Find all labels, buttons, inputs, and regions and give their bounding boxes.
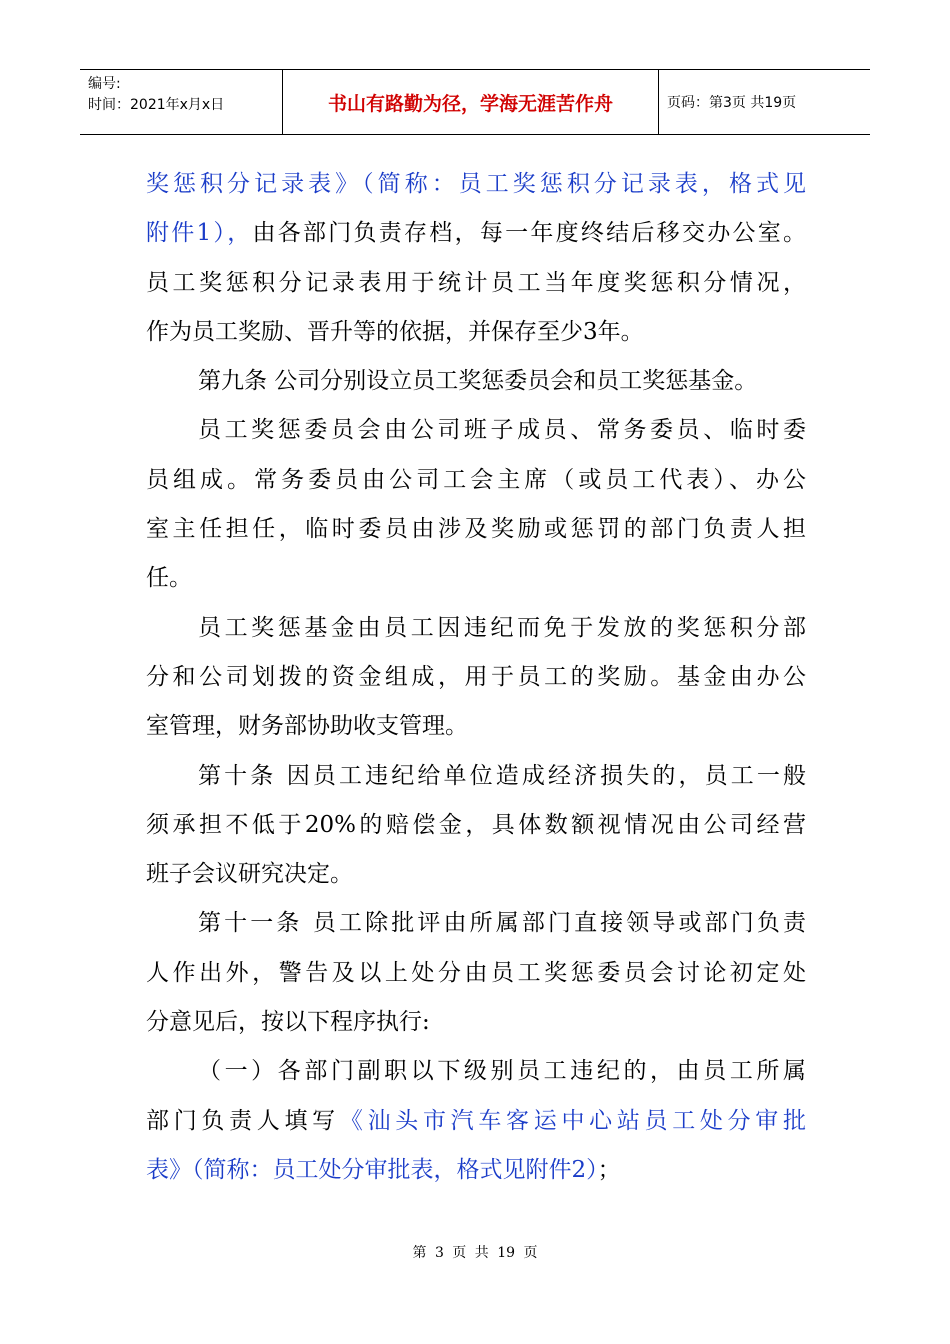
text-line: 作为员工奖励、晋升等的依据，并保存至少3年。 (146, 318, 644, 345)
article-10-line: 第十条 因员工违纪给单位造成经济损失的，员工一般 (198, 762, 806, 789)
text-line (146, 1146, 806, 1195)
link-text: 《汕头市汽车客运中心站员工处分审批 (339, 1107, 807, 1134)
text-line: （一）各部门副职以下级别员工违纪的，由员工所属 (198, 1058, 806, 1085)
text-line: 员组成。常务委员由公司工会主席（或员工代表）、办公 (146, 466, 806, 493)
text-line: 任。 (146, 565, 192, 592)
text-line: 员工奖惩积分记录表用于统计员工当年度奖惩积分情况， (146, 269, 806, 296)
text-line: 员工奖惩委员会由公司班子成员、常务委员、临时委 (198, 417, 806, 444)
text-line (146, 160, 806, 209)
number-label: 编号: (88, 76, 121, 92)
text-line (146, 209, 806, 258)
text-segment: ； (597, 1156, 621, 1183)
time-label: 时间：2021年x月x日 (88, 97, 225, 113)
text-line: 员工奖惩基金由员工因违纪而免于发放的奖惩积分部 (198, 614, 806, 641)
text-line: 须承担不低于20%的赔偿金，具体数额视情况由公司经营 (146, 811, 806, 838)
text-line: 分意见后，按以下程序执行: (146, 1009, 430, 1036)
text-line: 班子会议研究决定。 (146, 861, 353, 888)
text-line: 分和公司划拨的资金组成，用于员工的奖励。基金由办公 (146, 663, 806, 690)
link-text: 表》（简称：员工处分审批表，格式见附件2） (146, 1156, 598, 1183)
document-body (146, 160, 806, 1195)
text-segment: 部门负责人填写 (146, 1107, 340, 1134)
text-line: 室主任担任，临时委员由涉及奖励或惩罚的部门负责人担 (146, 516, 806, 543)
text-line: 室管理，财务部协助收支管理。 (146, 713, 468, 740)
link-text: 奖惩积分记录表》（简称：员工奖惩积分记录表，格式见 (146, 171, 806, 197)
page-header (80, 69, 870, 135)
text-segment: 由各部门负责存档，每一年度终结后移交办公室。 (252, 220, 806, 247)
article-9-line: 第九条 公司分别设立员工奖惩委员会和员工奖惩基金。 (198, 368, 758, 395)
header-motto: 书山有路勤为径，学海无涯苦作舟 (283, 70, 659, 134)
header-page-info: 页码：第3页 共19页 (667, 95, 797, 111)
header-meta (80, 70, 283, 134)
text-line: 人作出外，警告及以上处分由员工奖惩委员会讨论初定处 (146, 959, 806, 986)
page-footer: 第 3 页 共 19 页 (412, 1245, 538, 1261)
article-11-line: 第十一条 员工除批评由所属部门直接领导或部门负责 (198, 910, 806, 937)
link-text: 附件1）， (146, 220, 253, 247)
text-line (146, 1097, 806, 1146)
